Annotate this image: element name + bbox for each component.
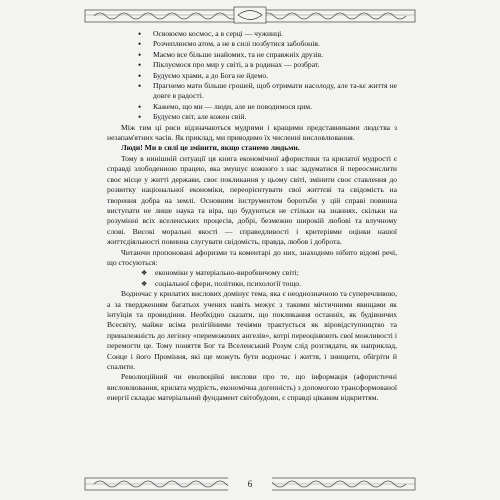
bullet-item: • Кажемо, що ми — люди, але не поводимося цим. <box>107 102 397 112</box>
bullet-item: • Будуємо храми, а до Бога не йдемо. <box>107 71 397 81</box>
topic-item: ❖ економіки у матеріально-виробничому світі; <box>107 268 397 278</box>
paragraph-book-purpose: Тому в нинішній ситуації ця книга економічної афористики та крилатої мудрості є справді злободенною працею, яка змушує кожного з нас задуматися й переосмислити своє місце у житті держави, своє покликання у цьому світі, змінити своє ставлення до розвитку національної економіки, переорієнтувати свої життєві та свідомість на творення добра на землі. Основним інструментом боротьби у цій справі повинна виступати не лише наука та віра, що будуються не стільки на знаннях, скільки на розумінні всіх вселенських процесів, добрі, безмежно широкій любові та влучному слові. Високі моральні якості — справедливості і критеріями оцінки нашої життєдіяльності повинна слугувати свідомість, правда, любов і доброта. <box>107 153 397 247</box>
topic-item: ❖ соціальної сфери, політики, психології тощо. <box>107 279 397 289</box>
bullet-item: • Маємо все більше знайомих, та не справжніх друзів. <box>107 50 397 60</box>
bullet-list <box>107 29 397 123</box>
page-text <box>107 29 397 404</box>
top-ornament-border <box>84 6 416 24</box>
paragraph-conclusion: Революційний чи еволюційні вислови про те, що інформація (афористичні висловлювання, крилата мудрість, економічна догепність) з допомогою трансформованої енергії складає матеріальний фундамент світобудови, є справді цікавим відкриттям. <box>107 372 397 403</box>
bullet-item: • Розчеплюємо атом, а не в силі позбутися забобонів. <box>107 39 397 49</box>
bullet-item: • Прагнемо мати більше грошей, щоб отримати насолоду, але та-кє життя не довге в радості. <box>107 81 397 102</box>
paragraph-intro: Між тим ці риси відзначаються мудрими і кращими представниками людства з незапам'ятних часів. Як приклад, ми приводимо їх численні висловлювання. <box>107 122 397 143</box>
paragraph-intuition: Водночас у крилатих вислових домінує тема, яка є неоднозначною та суперечливою, а за твердженням багатьох учених навіть межує з такими містичними явищами як інтуїція та провидіння. Необхідно сказати, що покликання останніх, як будівничих Всесвіту, майже всіма релігійними течіями трактується як віровідступництво та приналежність до легіону «переможених ангелів», котрі переоцінюють свої можливості і перемогти це. Тому поняття Бог та Вселенський Розум слід розглядати, як наприклад, Сонце і його Проміння, які ще можуть бути водночас і життя, і знищити, обігріти й спалити. <box>107 289 397 371</box>
page-number: 6 <box>228 477 272 491</box>
topic-list <box>107 268 397 289</box>
bold-statement: Люди! Ми в силі це змінити, якщо станемо людьми. <box>121 143 300 153</box>
bullet-item: • Будуємо світ, але кожен свій. <box>107 112 397 122</box>
paragraph-topics-lead: Читаючи пропоновані афоризми та коментарі до них, знаходимо нібито відомі речі, що стосуються: <box>107 247 397 267</box>
bullet-item: • Освоюємо космос, а в серці — чужинці. <box>107 29 397 39</box>
bullet-item: • Піклуємося про мир у світі, а в родинах — розбрат. <box>107 60 397 70</box>
